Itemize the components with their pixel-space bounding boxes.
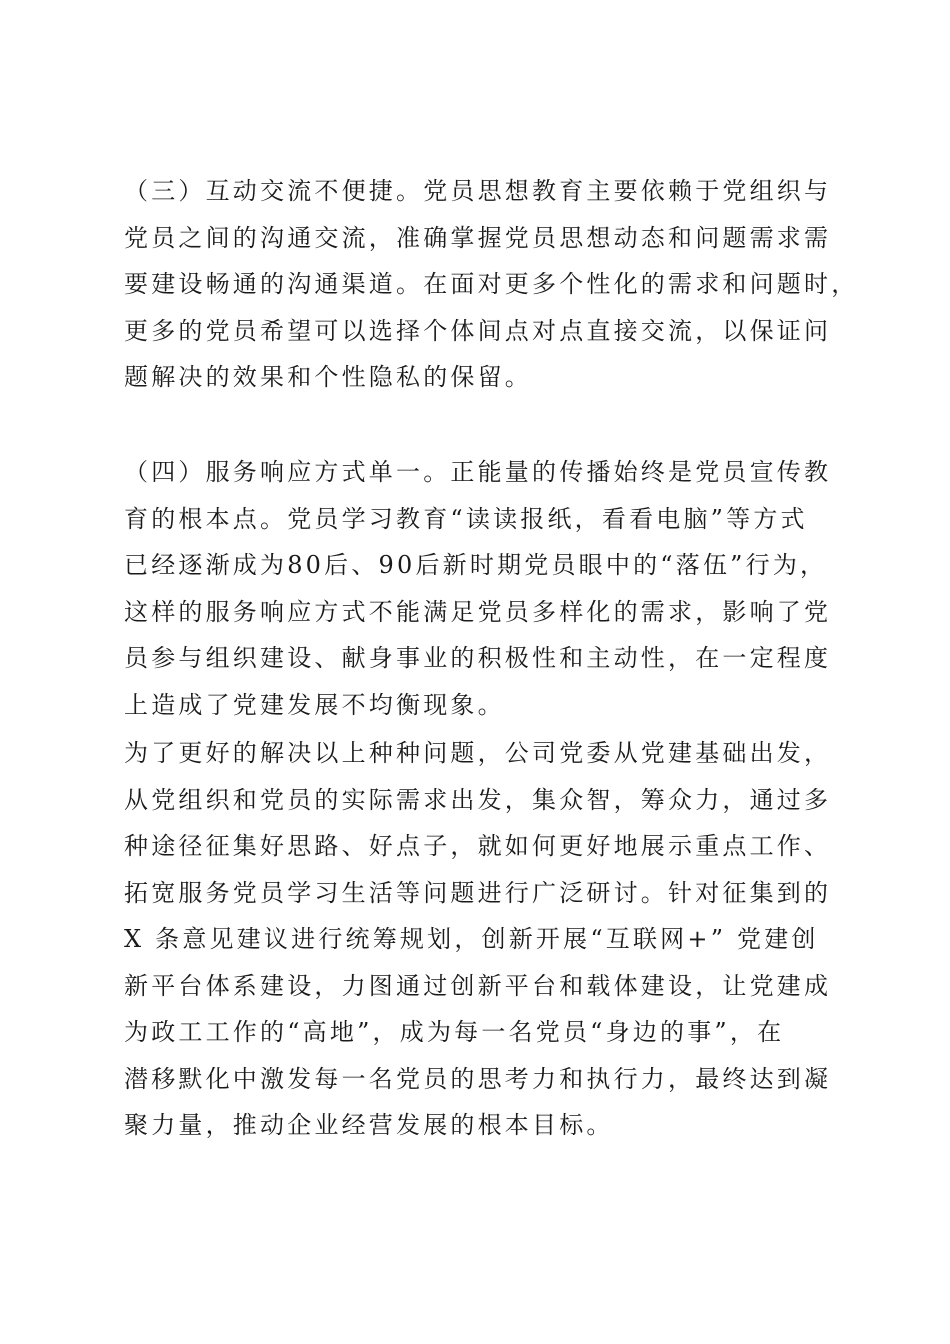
paragraph-line: 拓宽服务党员学习生活等问题进行广泛研讨。针对征集到的 (124, 878, 832, 907)
paragraph-line: （三）互动交流不便捷。党员思想教育主要依赖于党组织与 (124, 177, 832, 205)
paragraph-line: 题解决的效果和个性隐私的保留。 (124, 363, 532, 391)
paragraph-solution (124, 730, 844, 1149)
paragraph-line: 上造成了党建发展不均衡现象。 (124, 690, 505, 719)
paragraph-line: （四）服务响应方式单一。正能量的传播始终是党员宣传教 (124, 458, 832, 486)
paragraph-line: 要建设畅通的沟通渠道。在面对更多个性化的需求和问题时， (124, 270, 859, 298)
paragraph-line: 更多的党员希望可以选择个体间点对点直接交流，以保证问 (124, 316, 832, 345)
paragraph-interaction-inconvenient (124, 168, 859, 401)
paragraph-line: 这样的服务响应方式不能满足党员多样化的需求，影响了党 (124, 597, 832, 626)
paragraph-line: 育的根本点。党员学习教育“读读报纸，看看电脑”等方式 (124, 504, 808, 533)
paragraph-line: 潜移默化中激发每一名党员的思考力和执行力，最终达到凝 (124, 1064, 832, 1093)
paragraph-line: 为了更好的解决以上种种问题，公司党委从党建基础出发， (124, 739, 832, 767)
paragraph-line: 种途径征集好思路、好点子，就如何更好地展示重点工作、 (124, 832, 832, 860)
paragraph-line: 员参与组织建设、献身事业的积极性和主动性，在一定程度 (124, 644, 832, 672)
paragraph-line: 为政工工作的“高地”，成为每一名党员“身边的事”，在 (124, 1018, 785, 1046)
paragraph-line: 从党组织和党员的实际需求出发，集众智，筹众力，通过多 (124, 785, 832, 814)
paragraph-line: 党员之间的沟通交流，准确掌握党员思想动态和问题需求需 (124, 223, 832, 252)
paragraph-line: 已经逐渐成为80后、90后新时期党员眼中的“落伍”行为， (124, 551, 828, 579)
paragraph-line: X 条意见建议进行统筹规划，创新开展“互联网+” 党建创 (124, 925, 819, 953)
paragraph-line: 聚力量，推动企业经营发展的根本目标。 (124, 1111, 614, 1139)
paragraph-service-response (124, 449, 844, 728)
paragraph-line: 新平台体系建设，力图通过创新平台和载体建设，让党建成 (124, 971, 832, 1000)
